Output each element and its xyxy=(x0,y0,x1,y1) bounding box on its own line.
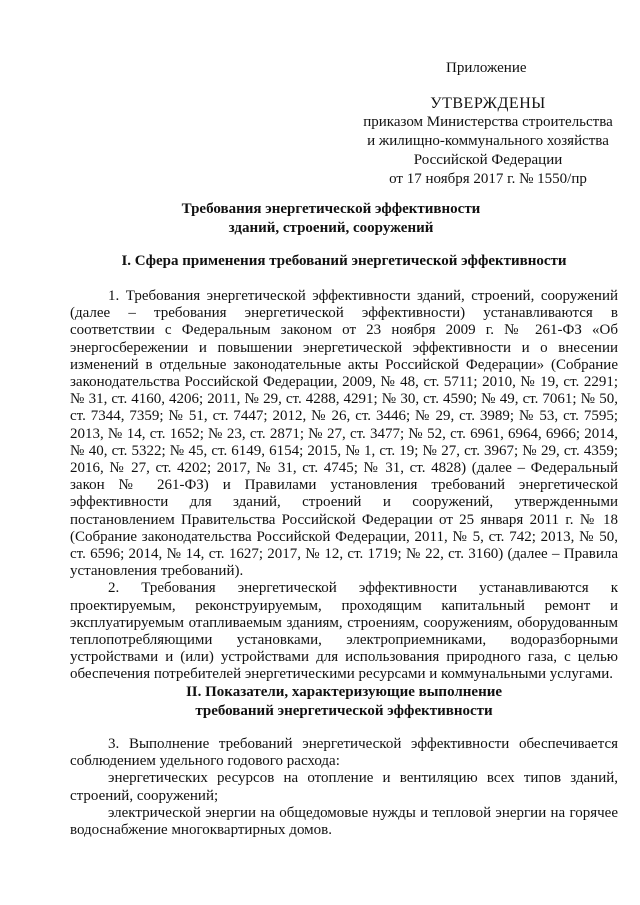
paragraph-1: 1. Требования энергетической эффективности зданий, строений, сооружений (далее – требования энергетической эффективности) устанавливаются в соответствии с Федеральным законом от 23 ноября 2009 г. № 261-ФЗ «Об энергосбережении и повышении энергетической эффективности и о внесении изменений в отдельные законодательные акты Российской Федерации» (Собрание законодательства Российской Федерации, 2009, № 48, ст. 5711; 2010, № 19, ст. 2291; № 31, ст. 4160, 4206; 2011, № 29, ст. 4288, 4291; № 30, ст. 4590; № 49, ст. 7061; № 50, ст. 7344, 7359; № 51, ст. 7447; 2012, № 26, ст. 3446; № 29, ст. 3989; № 53, ст. 7595; 2013, № 14, ст. 1652; № 23, ст. 2871; № 27, ст. 3477; № 52, ст. 6961, 6964, 6966; 2014, № 40, ст. 5322; № 45, ст. 6149, 6154; 2015, № 1, ст. 19; № 27, ст. 3967; № 29, ст. 4359; 2016, № 27, ст. 4202; 2017, № 31, ст. 4745; № 31, ст. 4828) (далее – Федеральный закон № 261-ФЗ) и Правилами установления требований энергетической эффективности для зданий, строений и сооружений, утвержденными постановлением Правительства Российской Федерации от 25 января 2011 г. № 18 (Собрание законодательства Российской Федерации, 2011, № 5, ст. 742; 2013, № 50, ст. 6596; 2014, № 14, ст. 1627; 2017, № 12, ст. 1719; № 22, ст. 3160) (далее – Правила установления требований). xyxy=(70,288,618,580)
paragraph-3: 3. Выполнение требований энергетической эффективности обеспечивается соблюдением удельного годового расхода: xyxy=(70,736,618,770)
appendix-label: Приложение xyxy=(446,60,527,76)
approval-block xyxy=(356,94,620,189)
approval-line: и жилищно-коммунального хозяйства xyxy=(367,133,609,149)
paragraph-5: электрической энергии на общедомовые нужды и тепловой энергии на горячее водоснабжение многоквартирных домов. xyxy=(70,804,618,839)
paragraph-4: энергетических ресурсов на отопление и вентиляцию всех типов зданий, строений, сооружений; xyxy=(70,770,618,804)
document-title xyxy=(96,200,566,238)
approval-line: от 17 ноября 2017 г. № 1550/пр xyxy=(389,171,587,187)
section-2-heading xyxy=(70,683,618,721)
approved-label: УТВЕРЖДЕНЫ xyxy=(430,95,546,112)
approval-line: Российской Федерации xyxy=(413,152,563,168)
title-line: Требования энергетической эффективности xyxy=(181,201,481,217)
approval-line: приказом Министерства строительства xyxy=(363,114,613,130)
paragraph-2: 2. Требования энергетической эффективности устанавливаются к проектируемым, реконструируемым, проходящим капитальный ремонт и эксплуатируемым отапливаемым зданиям, строениям, сооружениям, оборудованным теплопотребляющими установками, электроприемниками, водоразборными устройствами и (или) устройствами для использования природного газа, с целью обеспечения потребителей энергетическими ресурсами и коммунальными услугами. xyxy=(70,580,618,683)
section-2-heading-line: требований энергетической эффективности xyxy=(195,703,493,719)
section-1-body xyxy=(70,288,618,684)
section-2-heading-line: II. Показатели, характеризующие выполнение xyxy=(185,684,503,700)
section-2-body xyxy=(70,736,618,839)
section-1-heading: I. Сфера применения требований энергетической эффективности xyxy=(121,253,567,269)
title-line: зданий, строений, сооружений xyxy=(228,220,434,236)
